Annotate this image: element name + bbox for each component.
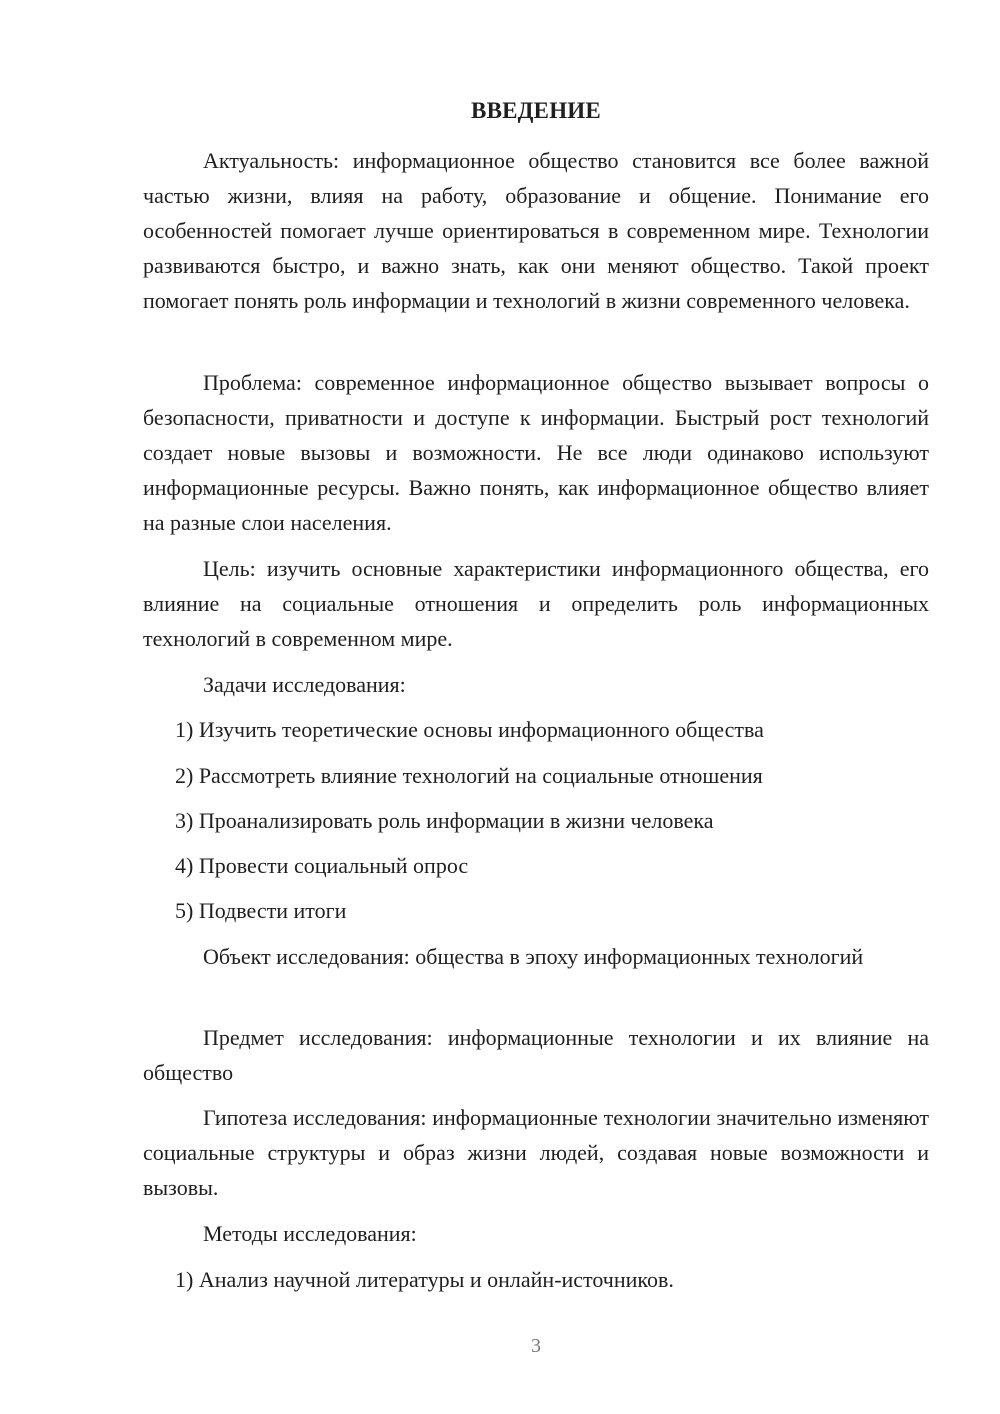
object-paragraph: Объект исследования: общества в эпоху информационных технологий	[203, 944, 864, 969]
hypothesis-paragraph: Гипотеза исследования: информационные технологии значительно изменяют социальные структуры и образ жизни людей, создавая новые возможности и вызовы.	[143, 1105, 929, 1200]
goal-paragraph: Цель: изучить основные характеристики информационного общества, его влияние на социальные отношения и определить роль информационных технологий в современном мире.	[143, 556, 929, 651]
problem-paragraph: Проблема: современное информационное общество вызывает вопросы о безопасности, приватности и доступе к информации. Быстрый рост технологий создает новые вызовы и возможности. Не все люди одинаково используют информационные ресурсы. Важно понять, как информационное общество влияет на разные слои населения.	[143, 370, 929, 535]
task-item: 3) Проанализировать роль информации в жизни человека	[175, 808, 714, 833]
relevance-paragraph: Актуальность: информационное общество становится все более важной частью жизни, влияя на работу, образование и общение. Понимание его особенностей помогает лучше ориентироваться в современном мире. Технологии развиваются быстро, и важно знать, как они меняют общество. Такой проект помогает понять роль информации и технологий в жизни современного человека.	[143, 148, 929, 313]
page-number: 3	[531, 1335, 541, 1357]
task-item: 5) Подвести итоги	[175, 898, 347, 923]
method-item: 1) Анализ научной литературы и онлайн-источников.	[175, 1267, 674, 1292]
page-title: ВВЕДЕНИЕ	[471, 98, 601, 123]
tasks-heading: Задачи исследования:	[203, 672, 406, 697]
methods-heading: Методы исследования:	[203, 1221, 417, 1246]
task-item: 1) Изучить теоретические основы информационного общества	[175, 717, 764, 742]
subject-paragraph: Предмет исследования: информационные технологии и их влияние на общество	[143, 1025, 929, 1085]
task-item: 2) Рассмотреть влияние технологий на социальные отношения	[175, 763, 763, 788]
task-item: 4) Провести социальный опрос	[175, 853, 469, 878]
